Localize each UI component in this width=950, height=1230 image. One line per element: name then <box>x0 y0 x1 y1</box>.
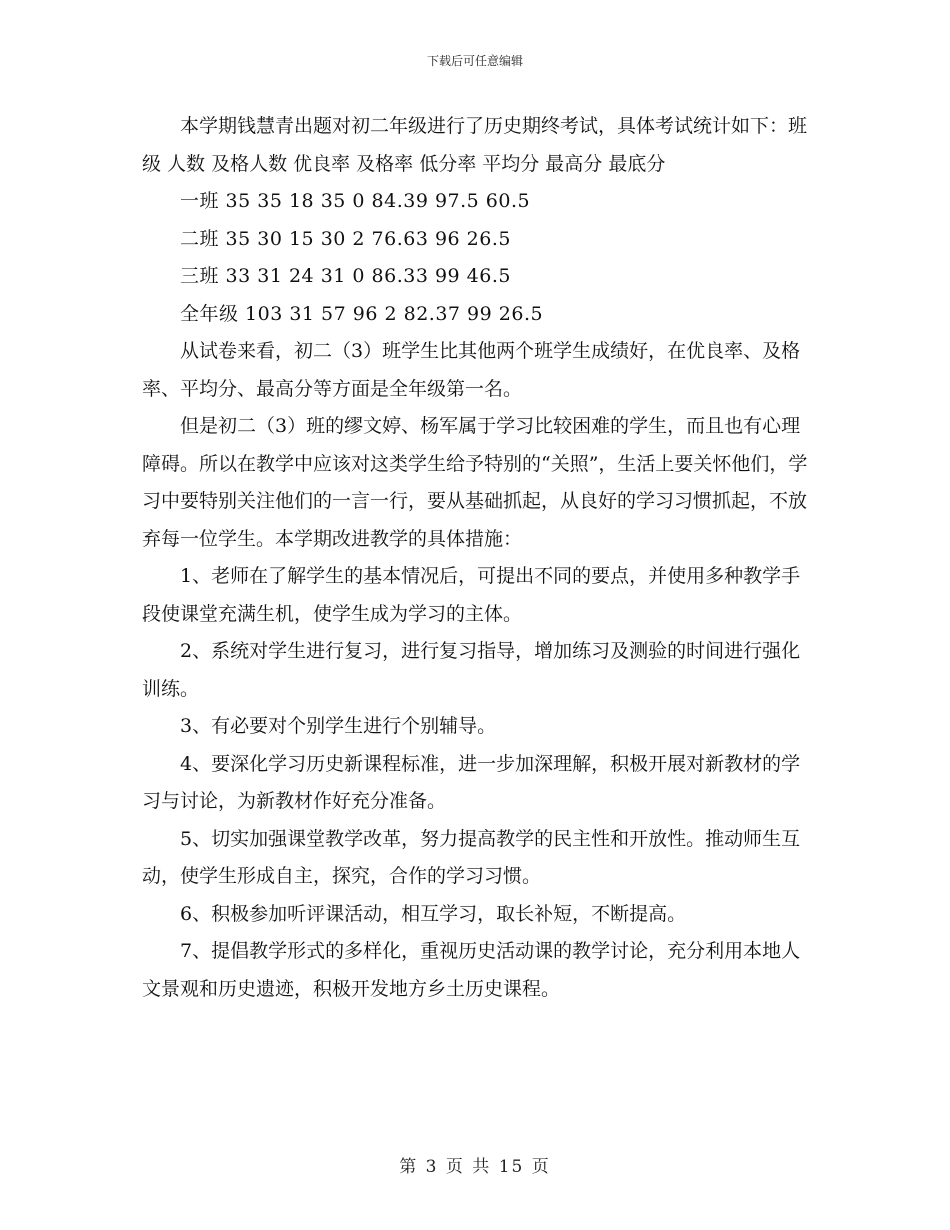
measure-item-4: 4、要深化学习历史新课程标准，进一步加深理解，积极开展对新教材的学习与讨论，为新教材作好充分准备。 <box>142 752 801 812</box>
score-row-grade-total: 全年级 103 31 57 96 2 82.37 99 26.5 <box>180 302 544 325</box>
score-row-class-3: 三班 33 31 24 31 0 86.33 99 46.5 <box>180 265 511 287</box>
measure-item-7: 7、提倡教学形式的多样化，重视历史活动课的教学讨论，充分利用本地人文景观和历史遗迹，积极开发地方乡土历史课程。 <box>142 940 801 1000</box>
measure-item-1: 1、老师在了解学生的基本情况后，可提出不同的要点，并使用多种教学手段使课堂充满生机，使学生成为学习的主体。 <box>142 565 801 625</box>
measure-item-3: 3、有必要对个别学生进行个别辅导。 <box>180 715 497 737</box>
measure-item-6: 6、积极参加听评课活动，相互学习，取长补短，不断提高。 <box>180 902 687 925</box>
score-row-class-1: 一班 35 35 18 35 0 84.39 97.5 60.5 <box>180 190 531 212</box>
intro-paragraph: 本学期钱慧青出题对初二年级进行了历史期终考试，具体考试统计如下：班级 人数 及格人数 优良率 及格率 低分率 平均分 最高分 最底分 <box>142 115 808 175</box>
measure-item-2: 2、系统对学生进行复习，进行复习指导，增加练习及测验的时间进行强化训练。 <box>142 640 801 700</box>
score-row-class-2: 二班 35 30 15 30 2 76.63 96 26.5 <box>180 227 511 250</box>
concern-paragraph: 但是初二（3）班的缪文婷、杨军属于学习比较困难的学生，而且也有心理障碍。所以在教学中应该对这类学生给予特别的“关照”，生活上要关怀他们，学习中要特别关注他们的一言一行，要从基础抓起，从良好的学习习惯抓起，不放弃每一位学生。本学期改进教学的具体措施： <box>142 415 808 550</box>
page-footer: 第 3 页 共 15 页 <box>399 1157 551 1177</box>
document-body <box>142 108 812 1008</box>
analysis-paragraph: 从试卷来看，初二（3）班学生比其他两个班学生成绩好，在优良率、及格率、平均分、最高分等方面是全年级第一名。 <box>142 340 801 400</box>
page-header: 下载后可任意编辑 <box>426 54 523 68</box>
measure-item-5: 5、切实加强课堂教学改革，努力提高教学的民主性和开放性。推动师生互动，使学生形成自主，探究，合作的学习习惯。 <box>142 827 801 887</box>
